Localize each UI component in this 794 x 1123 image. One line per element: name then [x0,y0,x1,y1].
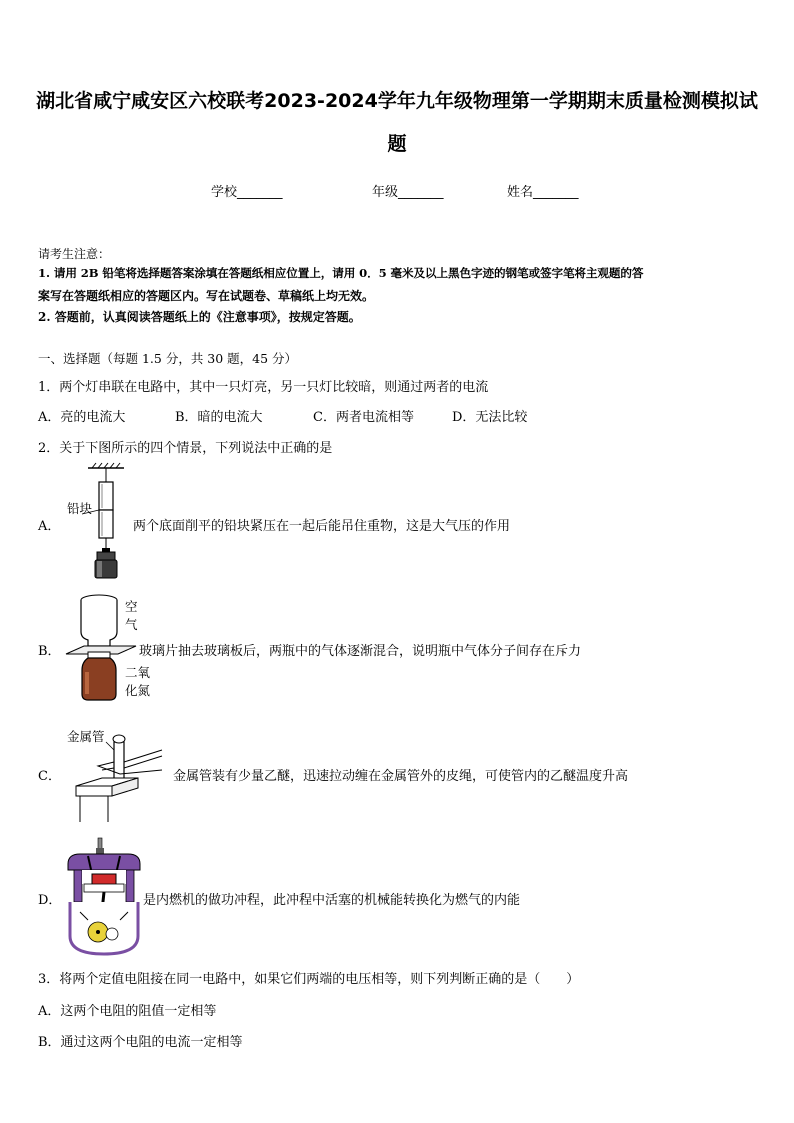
nitrogen-dioxide-caption-1: 二氧 [125,665,151,680]
name-field: 姓名_______ [507,185,579,200]
notice-item-2: 2. 答题前，认真阅读答题纸上的《注意事项》，按规定答题。 [38,310,361,324]
question-2-option-a-label: A． [38,519,61,534]
school-field: 学校_______ [211,185,283,200]
page-title-continued: 题 [387,133,407,155]
question-3-stem: 3．将两个定值电阻接在同一电路中，如果它们两端的电压相等，则下列判断正确的是（ ） [38,972,580,987]
nitrogen-dioxide-caption-2: 化氮 [125,683,151,698]
question-2-option-c-text: 金属管装有少量乙醚，迅速拉动缠在金属管外的皮绳，可使管内的乙醚温度升高 [173,769,629,784]
air-caption-2: 气 [125,617,138,632]
question-2-option-b-text: 玻璃片抽去玻璃板后，两瓶中的气体逐渐混合，说明瓶中气体分子间存在斥力 [139,644,582,659]
lead-block-caption: 铅块 [67,501,93,516]
question-3-option-a: A．这两个电阻的阻值一定相等 [38,1004,217,1019]
notice-item-1-line-1: 1. 请用 2B 铅笔将选择题答案涂填在答题纸相应位置上，请用 0．5 毫米及以上黑色字迹的钢笔或签字笔将主观题的答 [38,266,644,280]
question-2-option-c-label: C． [38,769,61,784]
metal-tube-caption: 金属管 [67,729,105,744]
question-2-option-d-label: D． [38,893,62,908]
question-2-option-a-text: 两个底面削平的铅块紧压在一起后能吊住重物，这是大气压的作用 [133,519,511,534]
question-1-option-c: C．两者电流相等 [313,410,414,425]
section-heading: 一、选择题（每题 1.5 分，共 30 题，45 分） [38,351,298,366]
question-2-stem: 2．关于下图所示的四个情景，下列说法中正确的是 [38,441,333,456]
lead-blocks-figure [62,462,132,580]
page-title: 湖北省咸宁咸安区六校联考2023-2024学年九年级物理第一学期期末质量检测模拟试 [36,90,758,112]
question-1-stem: 1．两个灯串联在电路中，其中一只灯亮，另一只灯比较暗，则通过两者的电流 [38,380,489,395]
grade-field: 年级_______ [372,185,444,200]
question-1-option-d: D．无法比较 [452,410,528,425]
engine-stroke-figure [62,836,146,956]
notice-item-1-line-2: 案写在答题纸相应的答题区内。写在试题卷、草稿纸上均无效。 [38,289,375,303]
question-1-option-a: A．亮的电流大 [38,410,126,425]
notice-heading: 请考生注意： [38,247,111,261]
question-3-option-b: B．通过这两个电阻的电流一定相等 [38,1035,243,1050]
question-2-option-b-label: B． [38,644,61,659]
question-2-option-d-text: 是内燃机的做功冲程，此冲程中活塞的机械能转换化为燃气的内能 [143,893,521,908]
question-1-option-b: B．暗的电流大 [175,410,263,425]
air-caption-1: 空 [125,599,138,614]
